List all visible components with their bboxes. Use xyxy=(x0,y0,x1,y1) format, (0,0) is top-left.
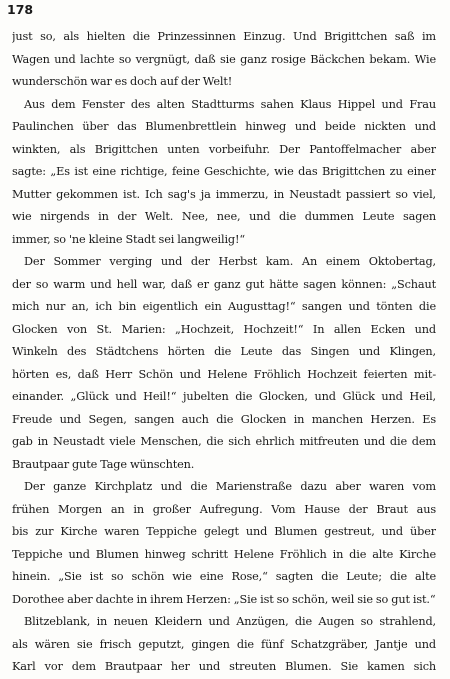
text-line: Winkeln des Städtchens hörten die Leute das Singen und Klingen, xyxy=(12,345,436,358)
text-line: bis zur Kirche waren Teppiche gelegt und Blumen gestreut, und über xyxy=(12,525,436,538)
body-text xyxy=(12,26,436,679)
text-line: Mutter gekommen ist. Ich sag's ja immerzu, in Neustadt passiert so viel, xyxy=(12,187,436,201)
text-line: immer, so 'ne kleine Stadt sei langweilig!“ xyxy=(12,232,246,246)
text-line: als wären sie frisch geputzt, gingen die fünf Schatzgräber, Jantje und xyxy=(12,637,436,651)
text-line: Der Sommer verging und der Herbst kam. An einem Oktobertag, xyxy=(24,255,436,268)
text-line: Aus dem Fenster des alten Stadtturms sahen Klaus Hippel und Frau xyxy=(24,97,436,111)
text-line: Der ganze Kirchplatz und die Marienstraße dazu aber waren vom xyxy=(24,480,436,493)
text-line: gab in Neustadt viele Menschen, die sich ehrlich mitfreuten und die dem xyxy=(12,435,436,448)
text-line: Blitzeblank, in neuen Kleidern und Anzügen, die Augen so strahlend, xyxy=(24,615,436,628)
text-line: Brautpaar gute Tage wünschten. xyxy=(12,457,195,471)
text-line: Wagen und lachte so vergnügt, daß sie ganz rosige Bäckchen bekam. Wie xyxy=(12,52,436,66)
text-line: Paulinchen über das Blumenbrettlein hinweg und beide nickten und xyxy=(12,120,436,133)
text-line: einander. „Glück und Heil!“ jubelten die Glocken, und Glück und Heil, xyxy=(12,390,436,403)
text-line: Dorothee aber dachte in ihrem Herzen: „Sie ist so schön, weil sie so gut ist.“ xyxy=(12,592,436,606)
text-line: mich nur an, ich bin eigentlich ein Augusttag!“ sangen und tönten die xyxy=(12,300,436,313)
text-line: frühen Morgen an in großer Aufregung. Vom Hause der Braut aus xyxy=(12,502,436,516)
text-line: Teppiche und Blumen hinweg schritt Helene Fröhlich in die alte Kirche xyxy=(12,547,436,561)
text-line: Karl vor dem Brautpaar her und streuten Blumen. Sie kamen sich xyxy=(12,660,436,673)
text-line: hörten es, daß Herr Schön und Helene Fröhlich Hochzeit feierten mit- xyxy=(12,367,436,381)
text-line: der so warm und hell war, daß er ganz gut hätte sagen können: „Schaut xyxy=(12,277,436,291)
text-line: Glocken von St. Marien: „Hochzeit, Hochzeit!“ In allen Ecken und xyxy=(12,322,436,336)
text-line: just so, als hielten die Prinzessinnen Einzug. Und Brigittchen saß im xyxy=(12,30,436,43)
text-line: wunderschön war es doch auf der Welt! xyxy=(12,75,233,88)
text-line: sagte: „Es ist eine richtige, feine Geschichte, wie das Brigittchen zu einer xyxy=(12,165,436,178)
text-line: wie nirgends in der Welt. Nee, nee, und die dummen Leute sagen xyxy=(12,210,436,223)
text-line: Freude und Segen, sangen auch die Glocken in manchen Herzen. Es xyxy=(12,412,436,426)
text-line: hinein. „Sie ist so schön wie eine Rose,“ sagten die Leute; die alte xyxy=(12,570,436,583)
text-line: winkten, als Brigittchen unten vorbeifuhr. Der Pantoffelmacher aber xyxy=(12,142,436,156)
page-number: 178 xyxy=(7,2,34,17)
